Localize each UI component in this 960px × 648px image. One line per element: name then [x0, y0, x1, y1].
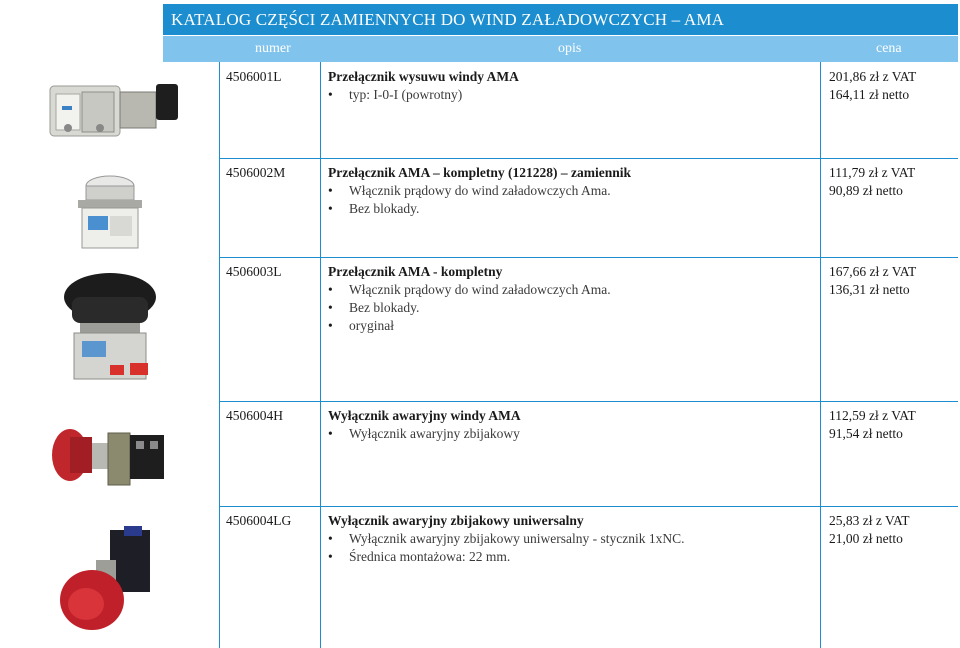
part-number: 4506003L	[226, 264, 282, 279]
table-row	[0, 257, 960, 401]
price-with-vat: 25,83 zł z VAT	[829, 513, 910, 528]
part-title: Przełącznik AMA - kompletny	[328, 264, 503, 279]
emergency-stop-photo	[40, 419, 210, 499]
universal-emergency-stop-photo	[40, 520, 210, 640]
description-bullet: • Włącznik prądowy do wind załadowczych Ama.	[328, 182, 808, 200]
description-bullet: • Wyłącznik awaryjny zbijakowy	[328, 425, 808, 443]
description-bullet: • Włącznik prądowy do wind załadowczych Ama.	[328, 281, 808, 299]
part-number: 4506002M	[226, 165, 286, 180]
description-bullet: • Wyłącznik awaryjny zbijakowy uniwersalny - stycznik 1xNC.	[328, 530, 808, 548]
part-description	[328, 512, 808, 566]
part-number: 4506004LG	[226, 513, 292, 528]
part-description	[328, 164, 808, 218]
price-net: 90,89 zł netto	[829, 183, 903, 198]
part-title: Wyłącznik awaryjny windy AMA	[328, 408, 521, 423]
part-price	[829, 263, 916, 299]
table-row	[0, 401, 960, 506]
part-price	[829, 164, 915, 200]
column-header-opis: opis	[558, 41, 582, 56]
part-number: 4506001L	[226, 69, 282, 84]
part-description	[328, 68, 808, 104]
table-row	[0, 506, 960, 648]
table-row	[0, 62, 960, 158]
part-title: Przełącznik AMA – kompletny (121228) – zamiennik	[328, 165, 631, 180]
part-price	[829, 68, 916, 104]
catalog-title: KATALOG CZĘŚCI ZAMIENNYCH DO WIND ZAŁADOWCZYCH – AMA	[163, 4, 958, 35]
price-with-vat: 112,59 zł z VAT	[829, 408, 916, 423]
push-button-switch-photo	[40, 166, 210, 254]
column-header-numer: numer	[255, 41, 291, 56]
description-bullet: • oryginał	[328, 317, 808, 335]
price-net: 136,31 zł netto	[829, 282, 910, 297]
price-net: 164,11 zł netto	[829, 87, 910, 102]
table-row	[0, 158, 960, 257]
description-bullet: • Bez blokady.	[328, 299, 808, 317]
price-with-vat: 201,86 zł z VAT	[829, 69, 917, 84]
description-bullet: • Średnica montażowa: 22 mm.	[328, 548, 808, 566]
price-with-vat: 111,79 zł z VAT	[829, 165, 916, 180]
part-number: 4506004H	[226, 408, 283, 423]
price-net: 21,00 zł netto	[829, 531, 903, 546]
mushroom-switch-photo	[40, 267, 210, 391]
table-header	[163, 36, 958, 62]
part-title: Wyłącznik awaryjny zbijakowy uniwersalny	[328, 513, 584, 528]
description-bullet: • Bez blokady.	[328, 200, 808, 218]
part-price	[829, 512, 910, 548]
selector-switch-photo	[40, 66, 210, 154]
price-net: 91,54 zł netto	[829, 426, 903, 441]
part-description	[328, 407, 808, 443]
part-price	[829, 407, 916, 443]
part-title: Przełącznik wysuwu windy AMA	[328, 69, 519, 84]
description-bullet: • typ: I-0-I (powrotny)	[328, 86, 808, 104]
column-header-cena: cena	[876, 41, 902, 56]
price-with-vat: 167,66 zł z VAT	[829, 264, 917, 279]
part-description	[328, 263, 808, 335]
